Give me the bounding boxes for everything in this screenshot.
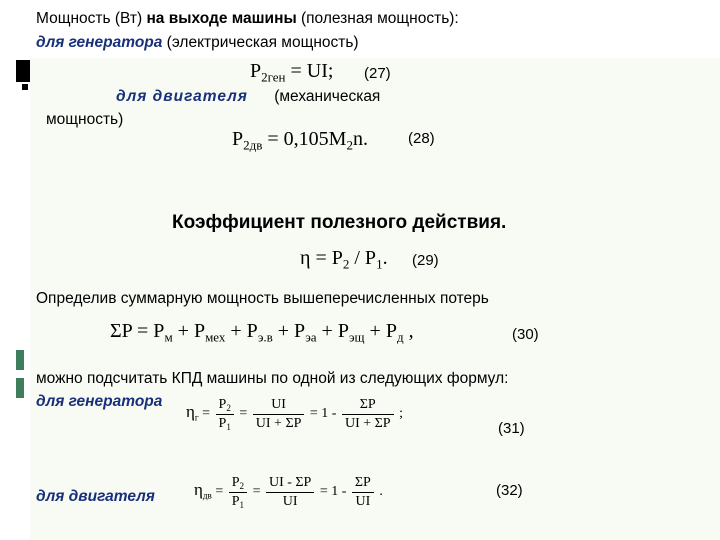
formulas-line: можно подсчитать КПД машины по одной из следующих формул: — [36, 370, 509, 387]
motor-label: для двигателя — [116, 88, 248, 105]
motor-desc: (механическая — [274, 88, 381, 105]
side-bar-green-2 — [16, 378, 24, 398]
equation-27-number: (27) — [364, 65, 391, 82]
efficiency-heading: Коэффициент полезного действия. — [172, 212, 507, 233]
equation-32: $\eta_{дв}$ = $\frac{P_2}{P_1}$ = $\frac{UI - \Sigma P}{UI}$ = 1 - $\frac{\Sigma P}{UI}$ . — [194, 475, 383, 510]
generator-label: для генератора — [36, 34, 163, 51]
power-output-line — [36, 10, 459, 28]
fraction-p2-p1-motor: $\frac{P_2}{P_1}$ — [229, 474, 247, 510]
equation-28: $P_{2дв} = 0,105M_2n$. — [232, 128, 368, 153]
equation-32-number: (32) — [496, 482, 523, 499]
equation-30: $\Sigma P = P_м + P_{мех} + P_{э.в} + P_{эа} + P_{эщ} + P_д$ , — [110, 320, 414, 345]
motor-desc-cont: мощность) — [46, 111, 124, 128]
power-output-bold: на выходе машины — [146, 10, 297, 27]
equation-28-number: (28) — [408, 130, 435, 147]
equation-30-number: (30) — [512, 326, 539, 343]
equation-27: $P_{2ген}$ = UI; — [250, 60, 334, 85]
equation-31-number: (31) — [498, 420, 525, 437]
fraction-sum-p-motor: $\frac{\Sigma P}{UI}$ — [352, 474, 374, 510]
motor-label-2: для двигателя — [36, 488, 155, 505]
equation-29-number: (29) — [412, 252, 439, 269]
side-bar-accent — [22, 84, 28, 90]
motor-line — [116, 88, 380, 106]
equation-31: $\eta_г$ = $\frac{P_2}{P_1}$ = $\frac{UI}{UI + \Sigma P}$ = 1 - $\frac{\Sigma P}{UI + \Sigma P}$ ; — [186, 397, 403, 432]
generator-label-2: для генератора — [36, 393, 163, 410]
equation-29: $\eta = P_2 / P_1$. — [300, 247, 388, 272]
generator-line — [36, 34, 359, 52]
fraction-p2-p1: $\frac{P_2}{P_1}$ — [216, 396, 234, 432]
side-bar-green-1 — [16, 350, 24, 370]
fraction-ui: $\frac{UI}{UI + \Sigma P}$ — [253, 396, 305, 432]
losses-line: Определив суммарную мощность вышеперечисленных потерь — [36, 290, 489, 307]
fraction-sum-p: $\frac{\Sigma P}{UI + \Sigma P}$ — [342, 396, 394, 432]
generator-desc: (электрическая мощность) — [162, 34, 359, 51]
side-bar-top — [16, 60, 30, 82]
power-output-suffix: (полезная мощность): — [296, 10, 459, 27]
power-output-prefix: Мощность (Вт) — [36, 10, 147, 27]
fraction-ui-motor: $\frac{UI - \Sigma P}{UI}$ — [266, 474, 314, 510]
